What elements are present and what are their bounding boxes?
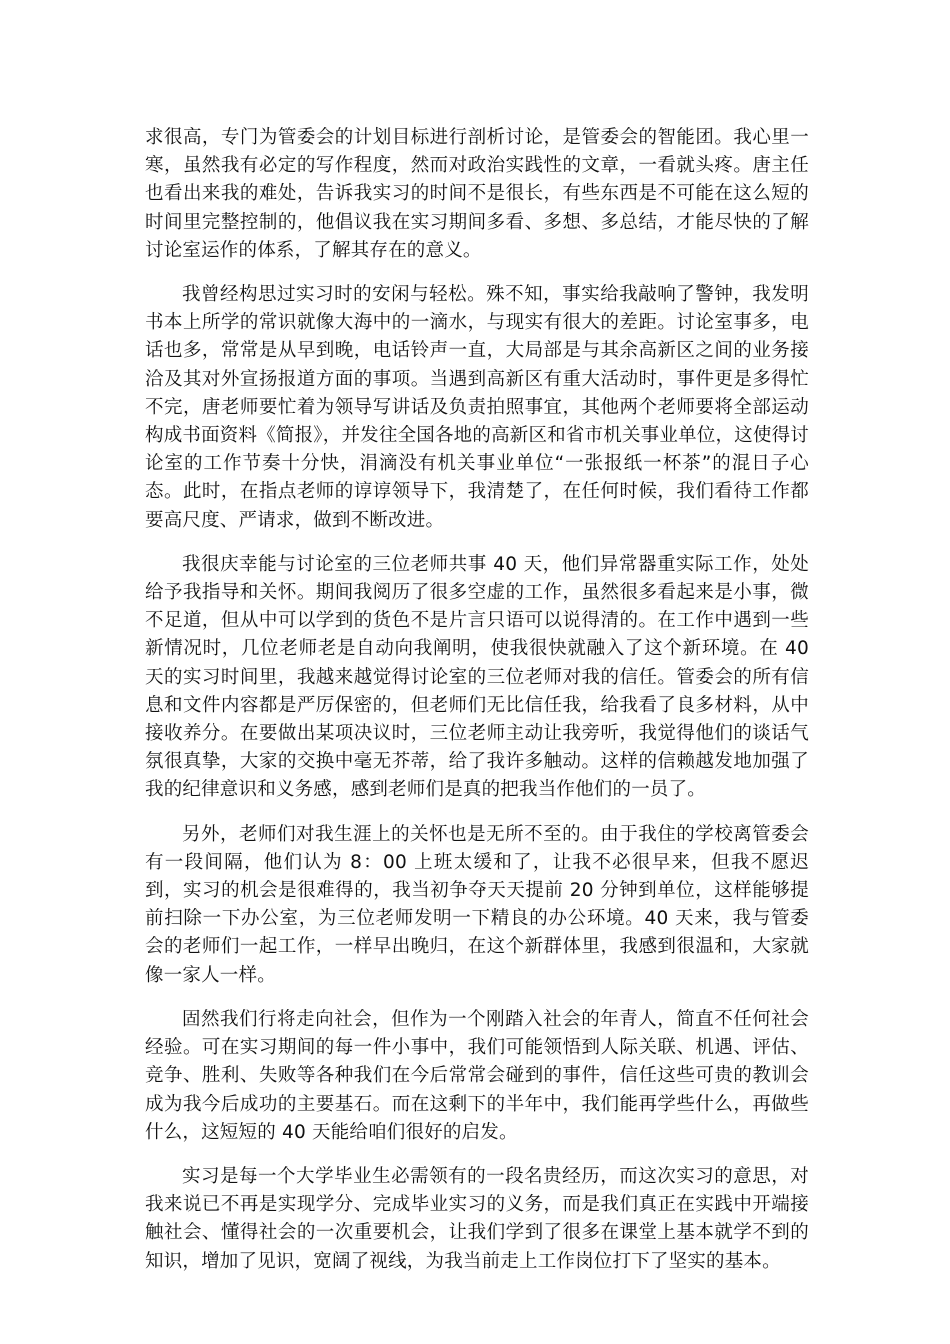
paragraph-3: 我很庆幸能与讨论室的三位老师共事 40 天，他们异常器重实际工作，处处给予我指导和关怀。期间我阅历了很多空虚的工作，虽然很多看起来是小事，微不足道，但从中可以学到的货色不是片言只语可以说得清的。在工作中遇到一些新情况时，几位老师老是自动向我阐明，使我很快就融入了这个新环境。在 40 天的实习时间里，我越来越觉得讨论室的三位老师对我的信任。管委会的所有信息和文件内容都是严厉保密的，但老师们无比信任我，给我看了良多材料，从中接收养分。在要做出某项决议时，三位老师主动让我旁听，我觉得他们的谈话气氛很真挚，大家的交换中毫无芥蒂，给了我许多触动。这样的信赖越发地加强了我的纪律意识和义务感，感到老师们是真的把我当作他们的一员了。 [145, 553, 809, 801]
paragraph-4: 另外，老师们对我生涯上的关怀也是无所不至的。由于我住的学校离管委会有一段间隔，他们认为 8：00 上班太缓和了，让我不必很早来，但我不愿迟到，实习的机会是很难得的，我当初争夺天天提前 20 分钟到单位，这样能够提前扫除一下办公室，为三位老师发明一下精良的办公环境。40 天来，我与管委会的老师们一起工作，一样早出晚归，在这个新群体里，我感到很温和，大家就像一家人一样。 [145, 823, 809, 986]
paragraph-1: 求很高，专门为管委会的计划目标进行剖析讨论，是管委会的智能团。我心里一寒，虽然我有必定的写作程度，然而对政治实践性的文章，一看就头疼。唐主任也看出来我的难处，告诉我实习的时间不是很长，有些东西是不可能在这么短的时间里完整控制的，他倡议我在实习期间多看、多想、多总结，才能尽快的了解讨论室运作的体系，了解其存在的意义。 [145, 127, 809, 261]
document-body [145, 124, 809, 1292]
paragraph-2: 我曾经构思过实习时的安闲与轻松。殊不知，事实给我敲响了警钟，我发明书本上所学的常识就像大海中的一滴水，与现实有很大的差距。讨论室事多，电话也多，常常是从早到晚，电话铃声一直，大局部是与其余高新区之间的业务接洽及其对外宣扬报道方面的事项。当遇到高新区有重大活动时，事件更是多得忙不完，唐老师要忙着为领导写讲话及负责拍照事宜，其他两个老师要将全部运动构成书面资料《简报》，并发往全国各地的高新区和省市机关事业单位，这使得讨论室的工作节奏十分快，涓滴没有机关事业单位“一张报纸一杯茶”的混日子心态。此时，在指点老师的谆谆领导下，我清楚了，在任何时候，我们看待工作都要高尺度、严请求，做到不断改进。 [145, 284, 809, 531]
paragraph-6: 实习是每一个大学毕业生必需领有的一段名贵经历，而这次实习的意思，对我来说已不再是实现学分、完成毕业实习的义务，而是我们真正在实践中开端接触社会、懂得社会的一次重要机会，让我们学到了很多在课堂上基本就学不到的知识，增加了见识，宽阔了视线，为我当前走上工作岗位打下了坚实的基本。 [145, 1165, 809, 1272]
paragraph-5: 固然我们行将走向社会，但作为一个刚踏入社会的年青人，简直不任何社会经验。可在实习期间的每一件小事中，我们可能领悟到人际关联、机遇、评估、竞争、胜利、失败等各种我们在今后常常会碰到的事件，信任这些可贵的教训会成为我今后成功的主要基石。而在这剩下的半年中，我们能再学些什么，再做些什么，这短短的 40 天能给咱们很好的启发。 [145, 1008, 809, 1143]
